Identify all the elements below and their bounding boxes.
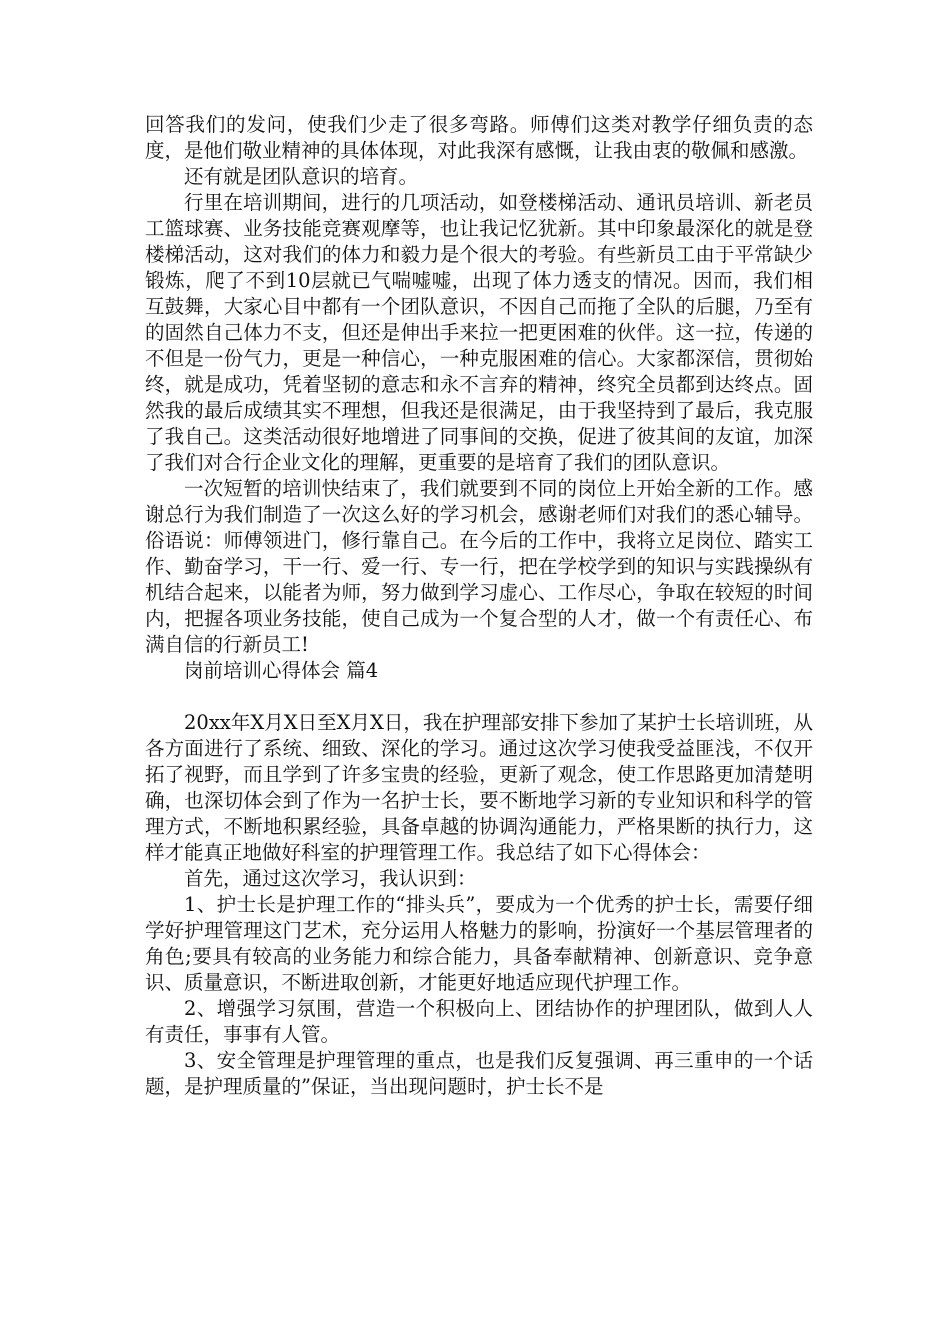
paragraph-2: 还有就是团队意识的培育。: [184, 165, 419, 188]
paragraph-6: 首先，通过这次学习，我认识到：: [184, 867, 477, 890]
document-page: [145, 112, 813, 1100]
paragraph-9: 3、安全管理是护理管理的重点，也是我们反复强调、再三重申的一个话题，是护理质量的”保证，当出现问题时，护士长不是: [145, 1049, 813, 1098]
paragraph-8: 2、增强学习氛围，营造一个积极向上、团结协作的护理团队，做到人人有责任，事事有人管。: [145, 997, 813, 1046]
paragraph-7: 1、护士长是护理工作的“排头兵”，要成为一个优秀的护士长，需要仔细学好护理管理这门艺术，充分运用人格魅力的影响，扮演好一个基层管理者的角色;要具有较高的业务能力和综合能力，具备奉献精神、创新意识、竞争意识、质量意识，不断进取创新，才能更好地适应现代护理工作。: [145, 893, 813, 994]
paragraph-3: 行里在培训期间，进行的几项活动，如登楼梯活动、通讯员培训、新老员工篮球赛、业务技能竞赛观摩等，也让我记忆犹新。其中印象最深化的就是登楼梯活动，这对我们的体力和毅力是个很大的考验。有些新员工由于平常缺少锻炼，爬了不到10层就已气喘嘘嘘，出现了体力透支的情况。因而，我们相互鼓舞，大家心目中都有一个团队意识，不因自己而拖了全队的后腿，乃至有的固然自己体力不支，但还是伸出手来拉一把更困难的伙伴。这一拉，传递的不但是一份气力，更是一种信心，一种克服困难的信心。大家都深信，贯彻始终，就是成功，凭着坚韧的意志和永不言弃的精神，终究全员都到达终点。固然我的最后成绩其实不理想，但我还是很满足，由于我坚持到了最后，我克服了我自己。这类活动很好地增进了同事间的交换，促进了彼其间的友谊，加深了我们对合行企业文化的理解，更重要的是培育了我们的团队意识。: [145, 191, 813, 474]
section-heading: 岗前培训心得体会 篇4: [184, 659, 379, 682]
paragraph-4: 一次短暂的培训快结束了，我们就要到不同的岗位上开始全新的工作。感谢总行为我们制造了一次这么好的学习机会，感谢老师们对我们的悉心辅导。俗语说：师傅领进门，修行靠自己。在今后的工作中，我将立足岗位、踏实工作、勤奋学习，干一行、爱一行、专一行，把在学校学到的知识与实践操纵有机结合起来，以能者为师，努力做到学习虚心、工作尽心，争取在较短的时间内，把握各项业务技能，使自己成为一个复合型的人才，做一个有责任心、布满自信的行新员工!: [145, 477, 813, 656]
paragraph-1: 回答我们的发问，使我们少走了很多弯路。师傅们这类对教学仔细负责的态度，是他们敬业精神的具体体现，对此我深有感慨，让我由衷的敬佩和感激。: [145, 113, 813, 162]
paragraph-5: 20xx年X月X日至X月X日，我在护理部安排下参加了某护士长培训班，从各方面进行了系统、细致、深化的学习。通过这次学习使我受益匪浅，不仅开拓了视野，而且学到了许多宝贵的经验，更新了观念，使工作思路更加清楚明确，也深切体会到了作为一名护士长，要不断地学习新的专业知识和科学的管理方式，不断地积累经验，具备卓越的协调沟通能力，严格果断的执行力，这样才能真正地做好科室的护理管理工作。我总结了如下心得体会：: [145, 711, 813, 864]
